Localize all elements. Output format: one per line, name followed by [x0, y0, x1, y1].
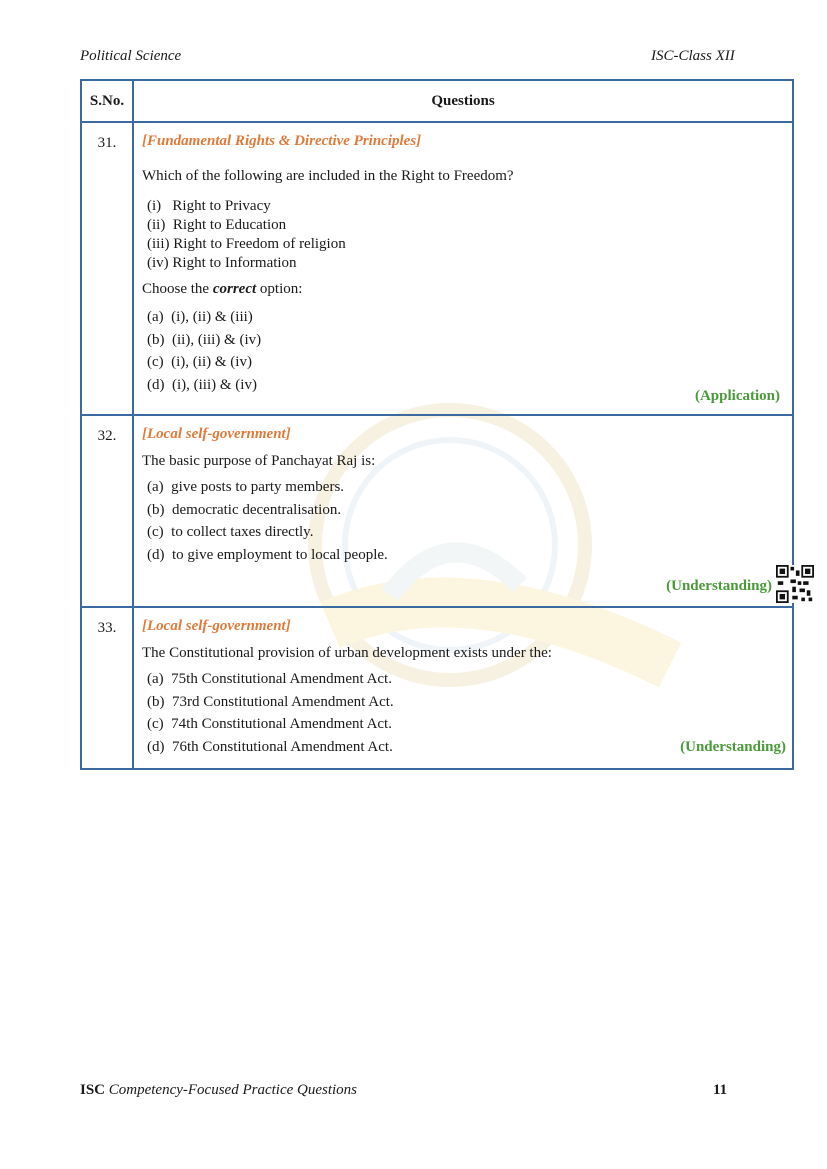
option-item: (a) (i), (ii) & (iii)	[147, 309, 253, 325]
option-item: (c) 74th Constitutional Amendment Act.	[147, 716, 392, 732]
footer-title: ISC Competency-Focused Practice Questions	[80, 1082, 358, 1098]
option-list	[147, 476, 784, 566]
question-cell	[133, 122, 793, 415]
choose-instruction: Choose the correct option:	[142, 281, 303, 297]
question-number: 31.	[81, 122, 133, 415]
question-text: The basic purpose of Panchayat Raj is:	[142, 453, 376, 469]
sno-header: S.No.	[81, 80, 133, 122]
statement-item: (iv) Right to Information	[147, 255, 297, 271]
option-item: (a) give posts to party members.	[147, 479, 345, 495]
cognitive-level: (Understanding)	[666, 578, 772, 594]
question-topic: [Fundamental Rights & Directive Principles]	[142, 133, 422, 149]
header-subject: Political Science	[80, 48, 182, 64]
statement-item: (i) Right to Privacy	[147, 198, 271, 214]
option-item: (b) 73rd Constitutional Amendment Act.	[147, 693, 394, 710]
option-item: (b) democratic decentralisation.	[147, 501, 342, 518]
option-item: (d) 76th Constitutional Amendment Act.	[147, 738, 393, 755]
option-item: (c) (i), (ii) & (iv)	[147, 354, 252, 370]
question-topic: [Local self-government]	[142, 426, 291, 442]
question-number: 33.	[81, 607, 133, 769]
statement-item: (ii) Right to Education	[147, 217, 287, 233]
questions-header: Questions	[133, 80, 793, 122]
question-text: The Constitutional provision of urban development exists under the:	[142, 645, 552, 661]
option-list	[147, 306, 784, 396]
question-cell	[133, 415, 793, 607]
question-number: 32.	[81, 415, 133, 607]
statement-list	[147, 197, 784, 273]
qr-code-icon[interactable]	[776, 565, 814, 603]
cognitive-level: (Application)	[694, 388, 780, 404]
statement-item: (iii) Right to Freedom of religion	[147, 236, 346, 252]
question-row-33	[81, 607, 793, 769]
question-row-31	[81, 122, 793, 415]
option-item: (a) 75th Constitutional Amendment Act.	[147, 671, 392, 687]
option-item: (b) (ii), (iii) & (iv)	[147, 331, 262, 348]
option-item: (d) to give employment to local people.	[147, 546, 388, 563]
question-topic: [Local self-government]	[142, 618, 291, 634]
cognitive-level: (Understanding)	[680, 739, 786, 755]
question-cell	[133, 607, 793, 769]
page-number: 11	[713, 1082, 728, 1098]
questions-table	[80, 79, 794, 770]
option-item: (c) to collect taxes directly.	[147, 524, 314, 540]
header-class: ISC-Class XII	[651, 48, 735, 64]
option-item: (d) (i), (iii) & (iv)	[147, 376, 257, 393]
question-text: Which of the following are included in the Right to Freedom?	[142, 168, 514, 184]
question-row-32	[81, 415, 793, 607]
